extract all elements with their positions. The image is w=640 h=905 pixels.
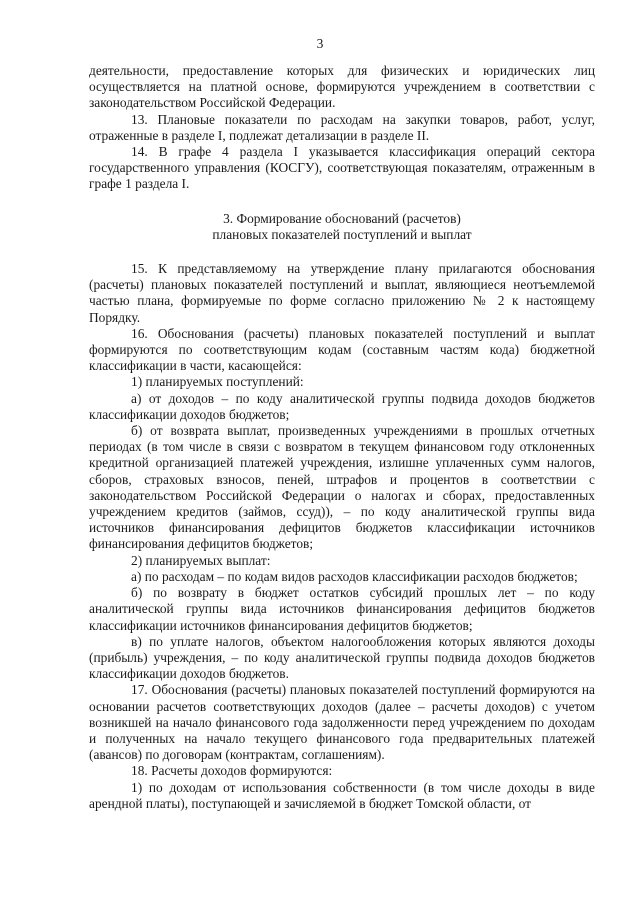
document-body: [89, 63, 595, 812]
paragraph-18: 18. Расчеты доходов формируются:: [131, 763, 333, 779]
paragraph-16-item-1a: а) от доходов – по коду аналитической группы подвида доходов бюджетов классификации доходов бюджетов;: [89, 390, 595, 422]
paragraph-15: 15. К представляемому на утверждение плану прилагаются обоснования (расчеты) плановых показателей поступлений и выплат, являющиеся неотъемлемой частью плана, формируемые по форме согласно приложению № 2 к настоящему Порядку.: [89, 261, 595, 325]
section-heading: [89, 211, 595, 243]
paragraph-16-item-1b: б) от возврата выплат, произведенных учреждениями в прошлых отчетных периодах (в том числе в связи с возвратом в текущем финансовом году отклоненных кредитной организацией платежей учреждения, излишне уплаченных сумм налогов, сборов, страховых взносов, пеней, штрафов и процентов в соответствии с законодательством Российской Федерации о налогах и сборах, предоставленных учреждением кредитов (займов, ссуд)), – по коду аналитической группы вида источников финансирования дефицитов бюджетов классификации источников финансирования дефицитов бюджетов;: [89, 423, 595, 552]
section-heading-line2: плановых показателей поступлений и выплат: [212, 226, 472, 242]
paragraph-18-item-1: 1) по доходам от использования собственности (в том числе доходы в виде арендной платы), поступающей и зачисляемой в бюджет Томской области, от: [89, 779, 595, 811]
paragraph-13: 13. Плановые показатели по расходам на закупки товаров, работ, услуг, отраженные в разделе I, подлежат детализации в разделе II.: [89, 111, 595, 143]
paragraph-16-item-1: 1) планируемых поступлений:: [131, 374, 304, 390]
paragraph-16-item-2b: б) по возврату в бюджет остатков субсидий прошлых лет – по коду аналитической группы вида источников финансирования дефицитов бюджетов классификации источников финансирования дефицитов бюджетов;: [89, 585, 595, 633]
paragraph-16-item-2: 2) планируемых выплат:: [131, 552, 271, 568]
paragraph-14: 14. В графе 4 раздела I указывается классификация операций сектора государственного управления (КОСГУ), соответствующая показателям, отраженным в графе 1 раздела I.: [89, 144, 595, 192]
paragraph-continued: деятельности, предоставление которых для физических и юридических лиц осуществляется на платной основе, формируются учреждением в соответствии с законодательством Российской Федерации.: [89, 63, 595, 111]
section-heading-line1: 3. Формирование обоснований (расчетов): [223, 210, 461, 226]
paragraph-16-item-2a: а) по расходам – по кодам видов расходов классификации расходов бюджетов;: [131, 568, 578, 584]
page-number: 3: [316, 36, 324, 51]
paragraph-17: 17. Обоснования (расчеты) плановых показателей поступлений формируются на основании расчетов соответствующих доходов (далее – расчеты доходов) с учетом возникшей на начало финансового года задолженности перед учреждением по доходам и полученных на начало текущего финансового года предварительных платежей (авансов) по договорам (контрактам, соглашениям).: [89, 682, 595, 763]
paragraph-16: 16. Обоснования (расчеты) плановых показателей поступлений и выплат формируются по соответствующим кодам (составным частям кода) бюджетной классификации в части, касающейся:: [89, 325, 595, 374]
paragraph-16-item-2v: в) по уплате налогов, объектом налогообложения которых являются доходы (прибыль) учреждения, – по коду аналитической группы подвида доходов бюджетов классификации доходов бюджетов.: [89, 633, 595, 682]
